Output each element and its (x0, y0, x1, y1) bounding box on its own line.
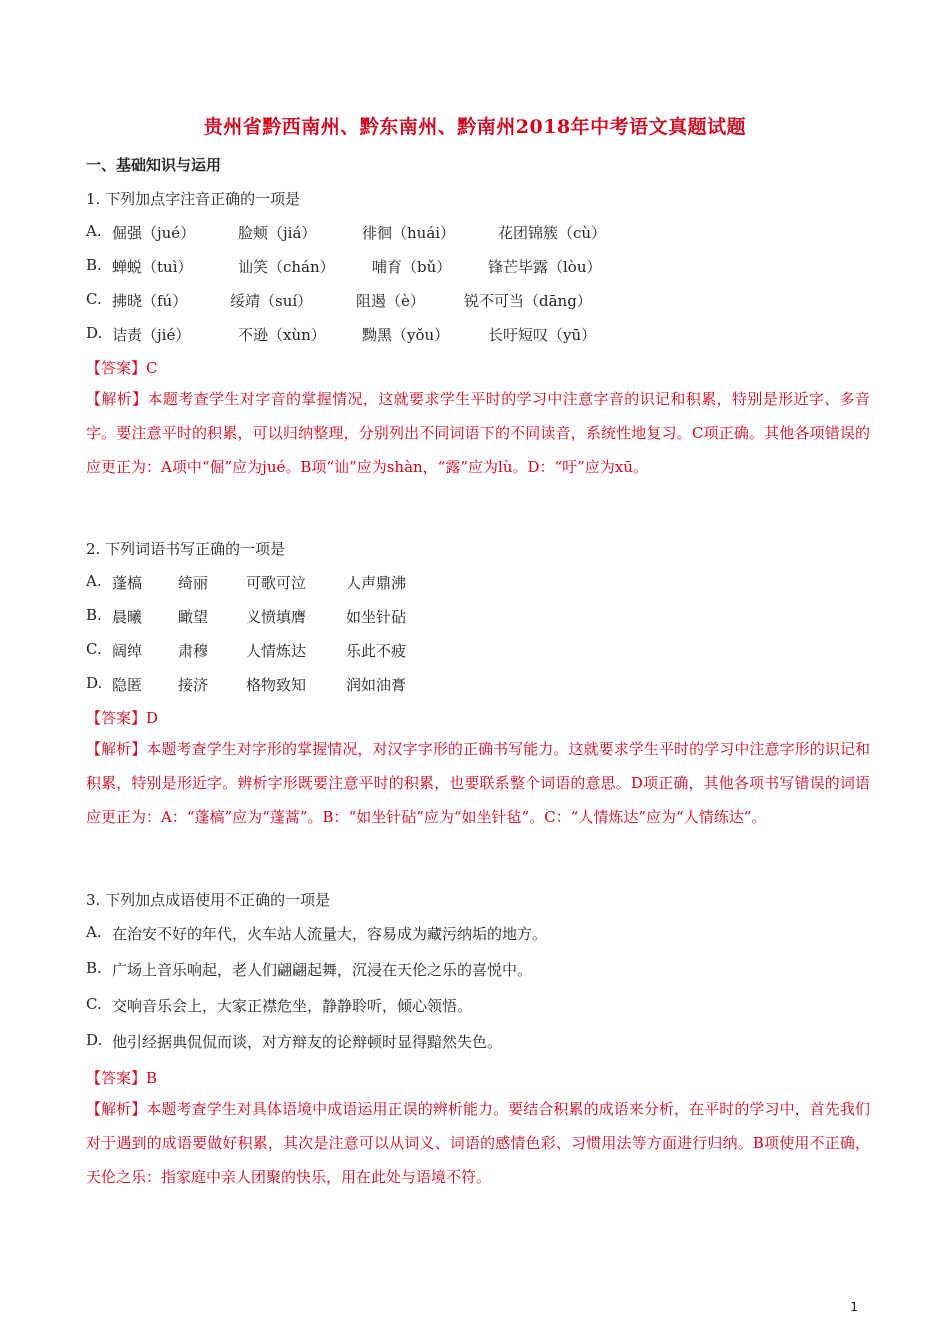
option-letter: D. (86, 324, 103, 342)
option-item: 绮丽 (178, 574, 209, 592)
section-heading: 一、基础知识与运用 (86, 156, 222, 174)
option-item: 润如油膏 (346, 676, 407, 694)
option-letter: C. (86, 995, 102, 1013)
q3-answer (86, 1067, 157, 1088)
option-letter: B. (86, 959, 102, 977)
option-text: 广场上音乐响起，老人们翩翩起舞，沉浸在天伦之乐的喜悦中。 (112, 961, 533, 979)
option-item: 绥靖（suí） (230, 292, 313, 310)
option-item: 长吁短叹（yū） (488, 326, 597, 344)
analysis-text: 本题考查学生对字音的掌握情况，这就要求学生平时的学习中注意字音的识记和积累，特别是形近字、多音字。要注意平时的积累，可以归纳整理，分别列出不同词语下的不同读音，系统性地复习。C项正确。其他各项错误的应更正为：A项中“倔”应为jué。B项“讪”应为shàn，“露”应为lù。D：“吁”应为xū。 (86, 390, 870, 476)
option-letter: D. (86, 674, 103, 692)
option-item: 如坐针砧 (346, 608, 407, 626)
analysis-label: 【解析】 (86, 390, 148, 408)
option-item: 徘徊（huái） (362, 224, 456, 242)
analysis-label: 【解析】 (86, 1100, 147, 1118)
option-item: 锋芒毕露（lòu） (488, 258, 602, 276)
answer-label: 【答案】 (86, 709, 147, 727)
answer-value: C (146, 359, 158, 377)
option-item: 锐不可当（dāng） (464, 292, 592, 310)
option-letter: B. (86, 606, 102, 624)
answer-label: 【答案】 (86, 1069, 147, 1087)
option-item: 讪笑（chán） (238, 258, 335, 276)
option-text: 他引经据典侃侃而谈，对方辩友的论辩顿时显得黯然失色。 (112, 1033, 503, 1051)
answer-label: 【答案】 (86, 359, 147, 377)
option-item: 哺育（bǔ） (372, 258, 452, 276)
option-item: 黝黑（yǒu） (362, 326, 450, 344)
option-item: 人情炼达 (246, 642, 307, 660)
option-item: 倔强（jué） (112, 224, 196, 242)
option-letter: A. (86, 572, 102, 590)
option-item: 蝉蜕（tuì） (112, 258, 193, 276)
q2-answer (86, 707, 158, 728)
option-item: 拂晓（fú） (112, 292, 188, 310)
q2-analysis (86, 732, 870, 834)
answer-value: B (146, 1069, 158, 1087)
option-item: 义愤填膺 (246, 608, 307, 626)
q1-stem: 1. 下列加点字注音正确的一项是 (86, 190, 301, 208)
option-item: 诘责（jié） (112, 326, 191, 344)
q3-stem: 3. 下列加点成语使用不正确的一项是 (86, 891, 331, 909)
page-title: 贵州省黔西南州、黔东南州、黔南州2018年中考语文真题试题 (203, 116, 747, 138)
option-item: 瞰望 (178, 608, 209, 626)
option-item: 格物致知 (246, 676, 307, 694)
option-item: 阔绰 (112, 642, 143, 660)
option-item: 隐匿 (112, 676, 143, 694)
option-text: 在治安不好的年代，火车站人流量大，容易成为藏污纳垢的地方。 (112, 925, 548, 943)
option-item: 接济 (178, 676, 209, 694)
q3-analysis (86, 1092, 870, 1194)
q2-stem: 2. 下列词语书写正确的一项是 (86, 540, 286, 558)
analysis-text: 本题考查学生对字形的掌握情况，对汉字字形的正确书写能力。这就要求学生平时的学习中注意字形的识记和积累，特别是形近字。辨析字形既要注意平时的积累，也要联系整个词语的意思。D项正确，其他各项书写错误的词语应更正为：A：“蓬槁”应为“蓬蒿”。B：“如坐针砧”应为“如坐针毡”。C：“人情炼达”应为“人情练达”。 (86, 740, 870, 826)
q1-answer (86, 357, 158, 378)
option-letter: A. (86, 222, 102, 240)
option-letter: B. (86, 256, 102, 274)
option-item: 脸颊（jiá） (238, 224, 317, 242)
page-number: 1 (850, 1300, 858, 1314)
option-letter: C. (86, 640, 102, 658)
option-item: 人声鼎沸 (346, 574, 407, 592)
answer-value: D (146, 709, 159, 727)
option-letter: A. (86, 923, 102, 941)
option-item: 可歌可泣 (246, 574, 307, 592)
option-letter: C. (86, 290, 102, 308)
option-letter: D. (86, 1031, 103, 1049)
option-item: 晨曦 (112, 608, 143, 626)
option-item: 肃穆 (178, 642, 209, 660)
analysis-label: 【解析】 (86, 740, 147, 758)
option-item: 乐此不疲 (346, 642, 407, 660)
option-text: 交响音乐会上，大家正襟危坐，静静聆听，倾心领悟。 (112, 997, 473, 1015)
analysis-text: 本题考查学生对具体语境中成语运用正误的辨析能力。要结合积累的成语来分析，在平时的学习中，首先我们对于遇到的成语要做好积累，其次是注意可以从词义、词语的感情色彩、习惯用法等方面进行归纳。B项使用不正确，天伦之乐：指家庭中亲人团聚的快乐，用在此处与语境不符。 (86, 1100, 870, 1186)
option-item: 不逊（xùn） (238, 326, 326, 344)
option-item: 蓬槁 (112, 574, 143, 592)
option-item: 花团锦簇（cù） (498, 224, 607, 242)
option-item: 阻遏（è） (356, 292, 425, 310)
q1-analysis (86, 382, 870, 484)
